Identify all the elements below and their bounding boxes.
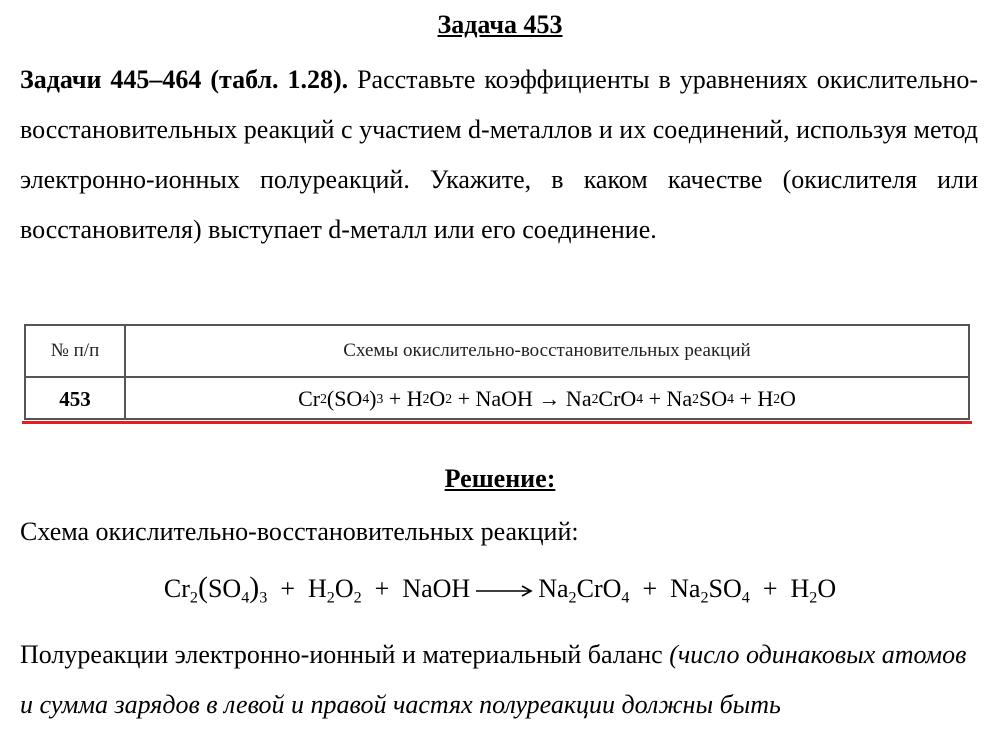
reaction-equation: Cr 2 (SO 4 ) 3 + H 2 O 2 + NaOH → Na 2 CrO 4 + Na 2 SO 4 + H 2 O [298, 386, 796, 411]
highlight-underline [22, 421, 972, 424]
task-description [20, 55, 978, 255]
row-number: 453 [26, 378, 126, 420]
reaction-arrow-icon [474, 584, 534, 598]
task-instructions: Расставьте коэффициенты в уравнениях окислительно-восстановительных реакций с участием d-металлов и их соединений, используя метод электронно-ионных полуреакций. Укажите, в каком качестве (окислителя или восстановителя) выступает d-металл или его соединение. [20, 65, 978, 244]
solution-title: Решение: [444, 464, 556, 493]
balance-note: (число одинаковых атомов и сумма зарядов в левой и правой частях полуреакции должны быть [20, 640, 967, 719]
task-range-label: Задачи 445–464 (табл. 1.28). [20, 65, 349, 94]
table-row [26, 378, 968, 420]
balance-text: Полуреакции электронно-ионный и материальный баланс [20, 640, 670, 669]
table-header-row [26, 326, 968, 378]
reactions-table [24, 324, 970, 420]
header-scheme: Схемы окислительно-восстановительных реакций [343, 340, 751, 361]
balance-paragraph [20, 630, 978, 730]
header-number: № п/п [26, 326, 126, 376]
scheme-label: Схема окислительно-восстановительных реакций: [20, 517, 579, 546]
task-title: Задача 453 [437, 10, 563, 39]
reaction-scheme-equation: $Cr_2(SO_4)_3 + H_2O_2$ + NaOH $Na_2CrO_4 + Na_2SO_4 + H_2O$ [163, 571, 837, 607]
